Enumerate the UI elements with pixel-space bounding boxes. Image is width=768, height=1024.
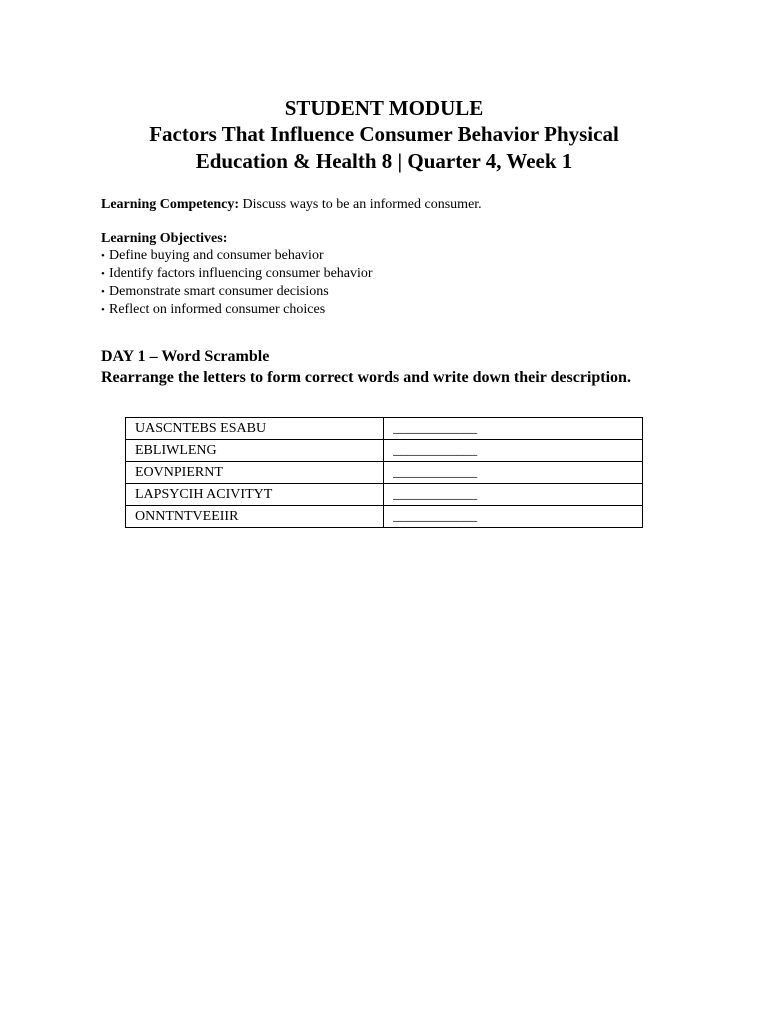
bullet-icon: • [101,250,105,262]
module-subtitle: Factors That Influence Consumer Behavior Physical Education & Health 8 | Quarter 4, Week 1 [149,122,619,173]
day1-title: DAY 1 – Word Scramble [101,348,270,365]
bullet-icon: • [101,304,105,316]
objective-text: Define buying and consumer behavior [109,248,324,263]
title-block [0,95,768,175]
table-row [126,484,643,506]
answer-blank[interactable]: ____________ [384,506,643,528]
table-row [126,418,643,440]
day1-instruction: Rearrange the letters to form correct words and write down their description. [101,369,631,386]
table-row [126,506,643,528]
answer-blank[interactable]: ____________ [384,418,643,440]
scrambled-word: LAPSYCIH ACIVITYT [126,484,384,506]
table-row [126,440,643,462]
module-title: STUDENT MODULE [284,96,484,120]
answer-blank[interactable]: ____________ [384,462,643,484]
bullet-icon: • [101,268,105,280]
answer-blank[interactable]: ____________ [384,484,643,506]
objective-text: Demonstrate smart consumer decisions [109,284,329,299]
bullet-icon: • [101,286,105,298]
scrambled-word: EOVNPIERNT [126,462,384,484]
scrambled-word: UASCNTEBS ESABU [126,418,384,440]
word-scramble-table [125,417,643,528]
table-row [126,462,643,484]
competency-label: Learning Competency: [101,197,240,212]
objective-text: Reflect on informed consumer choices [109,302,326,317]
objective-item [101,283,373,301]
day1-section [101,347,661,388]
learning-objectives [101,230,373,319]
objective-item [101,247,373,265]
objectives-list [101,247,373,319]
objective-item [101,265,373,283]
learning-competency [101,196,482,214]
objective-item [101,301,373,319]
scrambled-word: ONNTNTVEEIIR [126,506,384,528]
answer-blank[interactable]: ____________ [384,440,643,462]
competency-text: Discuss ways to be an informed consumer. [239,197,482,212]
scrambled-word: EBLIWLENG [126,440,384,462]
objectives-heading: Learning Objectives: [101,231,228,246]
objective-text: Identify factors influencing consumer behavior [109,266,373,281]
